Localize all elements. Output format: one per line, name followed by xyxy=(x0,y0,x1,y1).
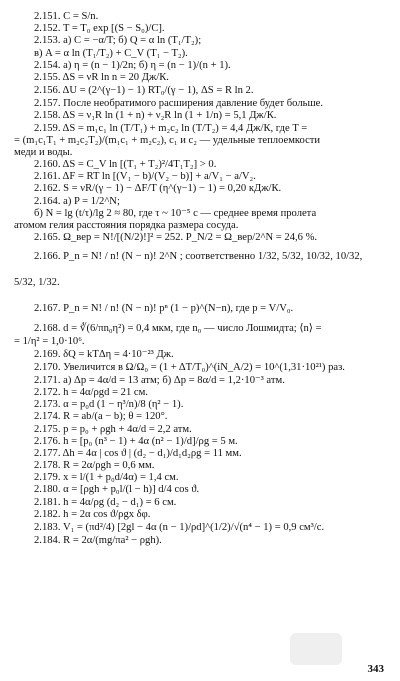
answer-line: 2.151. C = S/n. xyxy=(34,11,99,22)
answer-line: 2.167. P_n = N! / n! (N − n)! pⁿ (1 − p)^(N−n), где p = V/V₀. xyxy=(34,303,294,315)
answer-line: 2.180. α = [ρgh + p₀l/(l − h)] d/4 cos ϑ. xyxy=(34,484,200,496)
answers-list xyxy=(14,11,384,547)
answer-line: 2.179. x = l/(1 + p₀d/4α) = 1,4 см. xyxy=(34,472,179,484)
answer-line: 2.168. d = ∛(6/πn₀η²) = 0,4 мкм, где n₀ — число Лошмидта; ⟨n⟩ = xyxy=(34,323,322,335)
answer-line: 2.170. Увеличится в Ω/Ω₀ = (1 + ΔT/T₀)^(iN_A/2) = 10^(1,31·10²¹) раз. xyxy=(34,361,345,373)
answer-line: 2.155. ΔS = νR ln n = 20 Дж/К. xyxy=(34,71,169,83)
answer-line: 2.181. h = 4α/ρg (d₂ − d₁) = 6 см. xyxy=(34,496,177,508)
answer-line: = 1/η² = 1,0·10⁶. xyxy=(14,336,85,348)
answer-line: 2.175. p = p₀ + ρgh + 4α/d = 2,2 атм. xyxy=(34,423,192,435)
answer-line: меди и воды. xyxy=(14,146,73,158)
watermark-stamp xyxy=(290,633,342,665)
answer-line: 2.160. ΔS = C_V ln [(T₁ + T₂)²/4T₁T₂] > 0. xyxy=(34,159,217,171)
answer-line: 2.159. ΔS = m₁c₁ ln (T/T₁) + m₂c₂ ln (T/T₂) = 4,4 Дж/К, где T = xyxy=(34,122,308,134)
answer-line: 2.154. a) η = (n − 1)/2n; б) η = (n − 1)/(n + 1). xyxy=(34,59,231,71)
answer-line: 2.164. a) P = 1/2^N; xyxy=(34,195,120,207)
answer-line: 2.165. Ω_вер = N!/[(N/2)!]² = 252. P_N/2 = Ω_вер/2^N = 24,6 %. xyxy=(34,232,318,244)
answer-line: в) A = α ln (T₁/T₂) + C_V (T₁ − T₂). xyxy=(34,47,188,59)
answer-line: 2.161. ΔF = RT ln [(V₁ − b)/(V₂ − b)] + a/V₁ − a/V₂. xyxy=(34,171,256,183)
answer-line: б) N = lg (t/τ)/lg 2 ≈ 80, где τ ~ 10⁻⁵ c — среднее время пролета xyxy=(34,207,317,219)
answer-line: 2.173. α = p₀d (1 − η³/n)/8 (η² − 1). xyxy=(34,399,184,411)
answer-line: 2.171. a) Δp = 4α/d = 13 атм; б) Δp = 8α/d = 1,2·10⁻³ атм. xyxy=(34,374,285,386)
answer-line: 2.162. S = νR/(γ − 1) − ΔF/T (η^(γ−1) − 1) = 0,20 кДж/К. xyxy=(34,183,282,195)
answer-line: 2.157. После необратимого расширения давление будет больше. xyxy=(34,98,323,110)
answer-line: 2.182. h = 2α cos ϑ/ρgx δφ. xyxy=(34,508,151,520)
answer-line: 2.153. a) C = −α/T; б) Q = α ln (T₁/T₂); xyxy=(34,35,202,47)
answer-line: 2.169. δQ = kTΔη = 4·10⁻²³ Дж. xyxy=(34,348,174,360)
answer-line: 2.177. Δh = 4α | cos ϑ | (d₂ − d₁)/d₁d₂ρg = 11 мм. xyxy=(34,447,242,459)
answer-line: 2.183. V₁ = (πd²/4) [2gl − 4α (n − 1)/ρd]^(1/2)/√(n⁴ − 1) = 0,9 см³/с. xyxy=(34,522,325,533)
answer-line: атомом гелия расстояния порядка размера сосуда. xyxy=(14,220,239,231)
page-number: 343 xyxy=(367,663,384,675)
answer-line: 2.184. R = 2α/(mg/πa² − ρgh). xyxy=(34,535,162,546)
answer-line: 2.178. R = 2α/ρgh = 0,6 мм. xyxy=(34,460,155,472)
answer-line: = (m₁c₁T₁ + m₂c₂T₂)/(m₁c₁ + m₂c₂), c₁ и c₂ — удельные теплоемкости xyxy=(14,134,321,146)
answer-line: 2.156. ΔU = (2^(γ−1) − 1) RT₀/(γ − 1), ΔS = R ln 2. xyxy=(34,85,254,97)
answer-line: 2.152. T = T₀ exp [(S − S₀)/C]. xyxy=(34,23,165,35)
answer-line: 2.158. ΔS = ν₁R ln (1 + n) + ν₂R ln (1 + 1/n) = 5,1 Дж/К. xyxy=(34,110,277,122)
answer-line: 2.176. h = [p₀ (n³ − 1) + 4α (n² − 1)/d]/ρg = 5 м. xyxy=(34,435,238,447)
answer-line: 2.174. R = ab/(a − b); θ = 120°. xyxy=(34,411,168,423)
answer-line: 2.166. P_n = N! / n! (N − n)! 2^N ; соответственно 1/32, 5/32, 10/32, 10/32, xyxy=(34,251,363,263)
answer-line: 5/32, 1/32. xyxy=(14,277,60,289)
answer-line: 2.172. h = 4α/ρgd = 21 см. xyxy=(34,386,148,398)
